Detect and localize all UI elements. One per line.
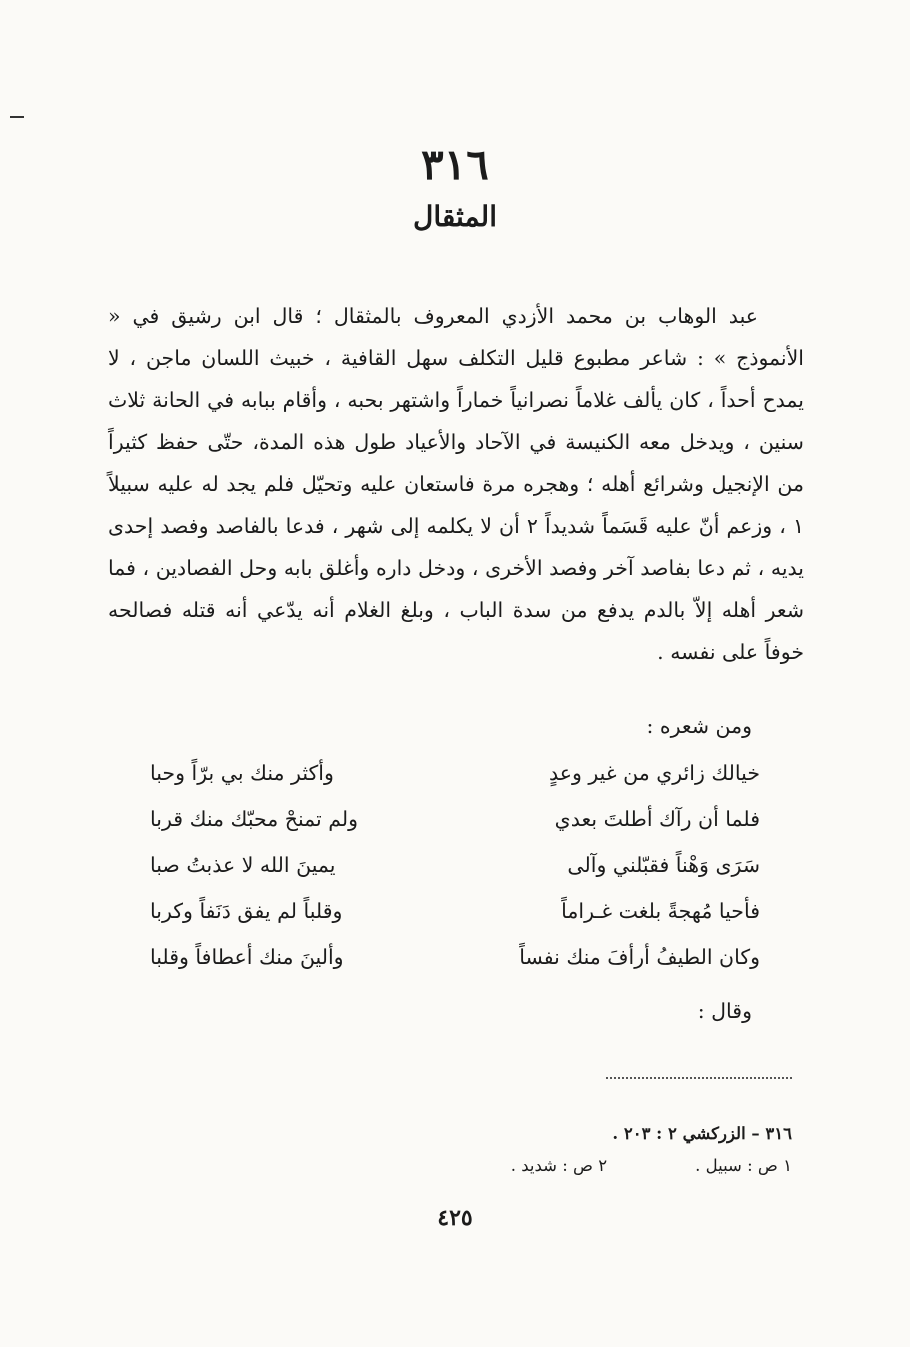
biography-paragraph: عبد الوهاب بن محمد الأزدي المعروف بالمثقال ؛ قال ابن رشيق في « الأنموذج » : شاعر مطبوع قليل التكلف سهل القافية ، خبيث اللسان ماجن ، لا يمدح أحداً ، كان يألف غلاماً نصرانياً خماراً واشتهر بحبه ، وأقام ببابه في الحانة ثلاث سنين ، ويدخل معه الكنيسة في الآحاد والأعياد طول هذه المدة، حتّى حفظ كثيراً من الإنجيل وشرائع أهله ؛ وهجره مرة فاستعان عليه وتحيّل فلم يجد له عليه سبيلاً ١ ، وزعم أنّ عليه قَسَماً شديداً ٢ أن لا يكلمه إلى شهر ، فدعا بالفاصد وفصد إحدى يديه ، ثم دعا بفاصد آخر وفصد الأخرى ، ودخل داره وأغلق بابه وحل الفصادين ، فما شعر أهله إلاّ بالدم يدفع من سدة الباب ، وبلغ الغلام أنه يدّعي أنه قتله فصالحه خوفاً على نفسه . bbox=[108, 304, 804, 664]
poem bbox=[150, 750, 760, 980]
verse-second-hemistich: وألينَ منك أعطافاً وقلبا bbox=[150, 945, 344, 969]
closing-line: وقال : bbox=[697, 999, 752, 1023]
footnote-notes-row bbox=[511, 1150, 792, 1182]
poem-verse bbox=[150, 842, 760, 888]
page-number: ٤٢٥ bbox=[437, 1205, 473, 1231]
verse-second-hemistich: وأكثر منك بي برّاً وحبا bbox=[150, 761, 334, 785]
verse-second-hemistich: ولم تمنحْ محبّك منك قربا bbox=[150, 807, 359, 831]
verse-second-hemistich: يمينَ الله لا عذبتُ صبا bbox=[150, 853, 336, 877]
entry-number: ٣١٦ bbox=[421, 140, 489, 189]
verse-first-hemistich: سَرَى وَهْناً فقبّلني وآلى bbox=[567, 853, 760, 877]
poem-intro: ومن شعره : bbox=[646, 714, 752, 738]
verse-first-hemistich: فلما أن رآك أطلتَ بعدي bbox=[554, 807, 760, 831]
verse-second-hemistich: وقلباً لم يفق دَنَفاً وكربا bbox=[150, 899, 343, 923]
poem-verse bbox=[150, 796, 760, 842]
verse-first-hemistich: وكان الطيفُ أرأفَ منك نفساً bbox=[519, 945, 760, 969]
footnote-source: ٣١٦ – الزركشي ٢ : ٢٠٣ . bbox=[612, 1124, 792, 1143]
entry-title: المثقال bbox=[413, 200, 497, 233]
footnote-1: ١ ص : سبيل . bbox=[695, 1156, 792, 1175]
verse-first-hemistich: فأحيا مُهجةً بلغت غـراماً bbox=[561, 899, 760, 923]
poem-verse bbox=[150, 934, 760, 980]
footnotes bbox=[511, 1118, 792, 1182]
biography-text bbox=[108, 295, 804, 673]
poem-verse bbox=[150, 750, 760, 796]
footnote-2: ٢ ص : شديد . bbox=[510, 1156, 608, 1175]
verse-first-hemistich: خيالك زائري من غير وعدٍ bbox=[548, 761, 760, 785]
footnote-divider bbox=[606, 1077, 792, 1079]
poem-verse bbox=[150, 888, 760, 934]
margin-mark bbox=[10, 116, 24, 118]
